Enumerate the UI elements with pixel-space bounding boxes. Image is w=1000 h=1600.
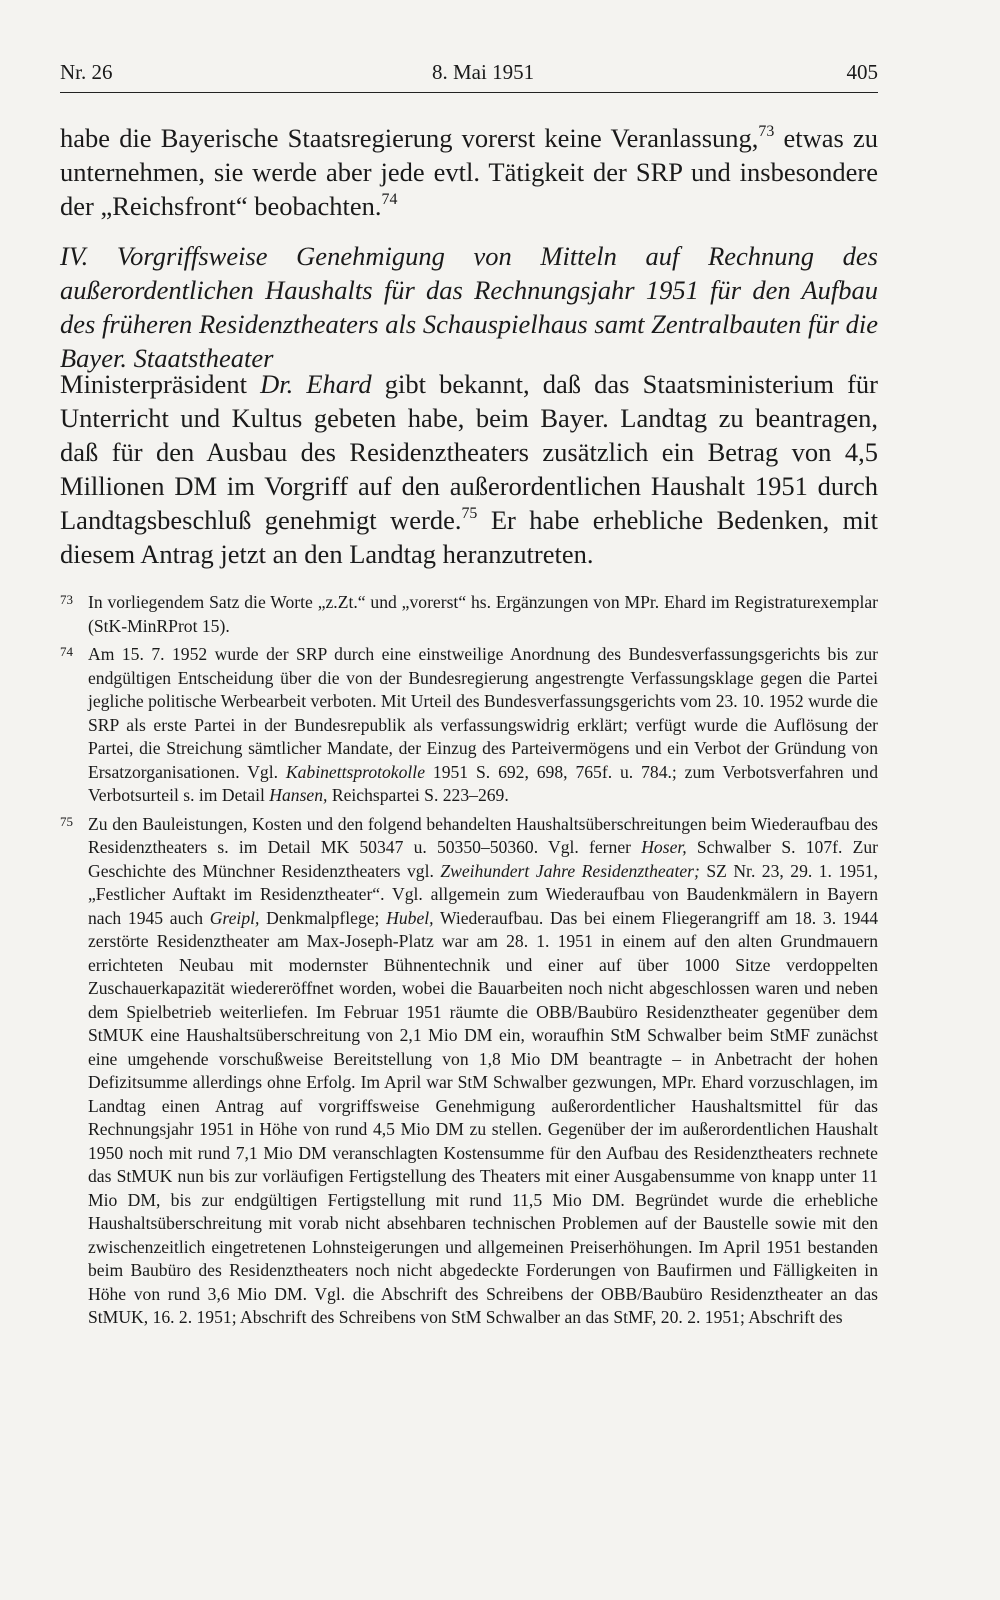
paragraph-srp <box>60 121 878 223</box>
citation-author: Greipl, <box>209 907 260 928</box>
footnote-text: In vorliegendem Satz die Worte „z.Zt.“ und „vorerst“ hs. Ergänzungen von MPr. Ehard im Registraturexemplar (StK-MinRProt 15). <box>88 592 878 636</box>
footnote-ref-75[interactable]: 75 <box>461 504 478 522</box>
citation-author: Hansen, <box>269 785 328 805</box>
footnote-number: 74 <box>60 644 73 659</box>
paragraph-residenztheater <box>60 367 878 571</box>
footnotes-section <box>60 591 878 1335</box>
footnote-text <box>88 813 878 1330</box>
paragraph-text: gibt bekannt, daß das Staatsministerium für Unterricht und Kultus gebeten habe, beim Bayer. Landtag zu beantragen, daß für den Ausbau des Residenztheaters zusätzlich ein Betrag von 4,5 Millionen DM im Vorgriff auf den außerordentlichen Haushalt 1951 durch Landtagsbeschluß genehmigt werde. <box>60 369 879 535</box>
footnote-ref-73[interactable]: 73 <box>758 122 775 140</box>
citation-author: Hoser, <box>641 837 687 857</box>
agenda-item-heading <box>60 239 878 375</box>
footnote-text <box>88 643 878 808</box>
paragraph-text: habe die Bayerische Staatsregierung vorerst keine Veranlassung, <box>60 123 759 153</box>
speaker-name: Dr. Ehard <box>260 369 372 399</box>
footnote-text-part: Reichspartei S. 223–269. <box>327 785 509 805</box>
footnote-text-part: Zu den Bauleistungen, Kosten und den folgend behandelten Haushaltsüberschreitungen beim Wiederaufbau des Residenztheaters s. im Detail MK 50347 u. 50350–50360. Vgl. ferner <box>88 813 878 857</box>
footnote-73 <box>60 591 878 638</box>
citation-author: Hubel, <box>386 907 434 928</box>
issue-number: Nr. 26 <box>60 60 113 84</box>
agenda-item-title: IV. Vorgriffsweise Genehmigung von Mitteln auf Rechnung des außerordentlichen Haushalts für das Rechnungsjahr 1951 für den Aufbau des früheren Residenztheaters als Schauspielhaus samt Zentralbauten für die Bayer. Staatstheater <box>60 241 878 373</box>
citation-title: Kabinettsprotokolle <box>285 761 425 782</box>
footnote-74 <box>60 643 878 808</box>
footnote-text-part: 1951 S. 692, 698, 765f. u. 784.; zum Verbotsverfahren und Verbotsurteil s. im Detail <box>88 761 878 805</box>
citation-title: Zweihundert Jahre Residenztheater; <box>440 860 700 881</box>
page-number: 405 <box>846 60 878 84</box>
footnote-text-part: Am 15. 7. 1952 wurde der SRP durch eine einstweilige Anordnung des Bundesverfassungsgerichts bis zur endgültigen Entscheidung über die von der Bundesregierung angestrengte Verfassungsklage gegen die Partei jegliche politische Werbearbeit verboten. Mit Urteil des Bundesverfassungsgerichts vom 23. 10. 1952 wurde die SRP als erste Partei in der Bundesrepublik als verfassungswidrig erklärt; verfügt wurde die Auflösung der Partei, die Streichung sämtlicher Mandate, der Einzug des Parteivermögens und ein Verbot der Gründung von Ersatzorganisationen. Vgl. <box>88 644 878 782</box>
session-date: 8. Mai 1951 <box>432 60 535 84</box>
paragraph-text: Er habe erhebliche Bedenken, mit diesem Antrag jetzt an den Landtag heranzutreten. <box>60 505 878 569</box>
footnote-number: 73 <box>60 592 73 607</box>
footnote-text-part: Wiederaufbau. Das bei einem Fliegerangriff am 18. 3. 1944 zerstörte Residenztheater am Max-Joseph-Platz war am 28. 1. 1951 in einem auf den alten Grundmauern errichteten Neubau mit modernster Bühnentechnik und einer auf über 1000 Sitze verdoppelten Zuschauerkapazität wiedereröffnet worden, wobei die Bauarbeiten noch nicht abgeschlossen waren und neben dem Spielbetrieb weiterliefen. Im Februar 1951 räumte die OBB/Baubüro Residenztheater gegenüber dem StMUK eine Haushaltsüberschreitung von 2,1 Mio DM ein, woraufhin StM Schwalber beim StMF zunächst eine umgehende vorschußweise Bereitstellung von 1,8 Mio DM beantragte – in Anbetracht der hohen Defizitsumme allerdings ohne Erfolg. Im April war StM Schwalber gezwungen, MPr. Ehard vorzuschlagen, im Landtag einen Antrag auf vorgriffsweise Genehmigung außerordentlicher Haushaltsmittel für das Rechnungsjahr 1951 in Höhe von rund 4,5 Mio DM zu stellen. Gegenüber der im außerordentlichen Haushalt 1950 noch mit rund 7,1 Mio DM veranschlagten Kostensumme für den Aufbau des Residenztheaters rechnete das StMUK nun bis zur vorläufigen Fertigstellung des Theaters mit einer Ausgabensumme von knapp unter 11 Mio DM, bis zur endgültigen Fertigstellung mit rund 11,5 Mio DM. Begründet wurde die erhebliche Haushaltsüberschreitung mit vorab nicht absehbaren technischen Problemen auf der Baustelle sowie mit den zwischenzeitlich eingetretenen Lohnsteigerungen und allgemeinen Preiserhöhungen. Im April 1951 bestanden beim Baubüro des Residenztheaters noch nicht abgedeckte Forderungen von Baufirmen und Fälligkeiten in Höhe von rund 3,6 Mio DM. Vgl. die Abschrift des Schreibens der OBB/Baubüro Residenztheater an das StMUK, 16. 2. 1951; Abschrift des Schreibens von StM Schwalber an das StMF, 20. 2. 1951; Abschrift des <box>88 907 878 1327</box>
footnote-75 <box>60 813 878 1330</box>
running-header <box>60 58 878 93</box>
footnote-text-part: Schwalber S. 107f. Zur Geschichte des Münchner Residenztheaters vgl. <box>88 837 878 881</box>
footnote-ref-74[interactable]: 74 <box>381 190 398 208</box>
footnote-number: 75 <box>60 813 73 829</box>
footnote-text-part: SZ Nr. 23, 29. 1. 1951, „Festlicher Auftakt im Residenztheater“. Vgl. allgemein zum Wiederaufbau von Baudenkmälern in Bayern nach 1945 auch <box>88 860 878 928</box>
paragraph-text: Ministerpräsident <box>60 369 261 399</box>
footnote-text-part: Denkmalpflege; <box>259 907 387 928</box>
paragraph-text: etwas zu unternehmen, sie werde aber jede evtl. Tätigkeit der SRP und insbesondere der „Reichsfront“ beobachten. <box>60 123 878 221</box>
